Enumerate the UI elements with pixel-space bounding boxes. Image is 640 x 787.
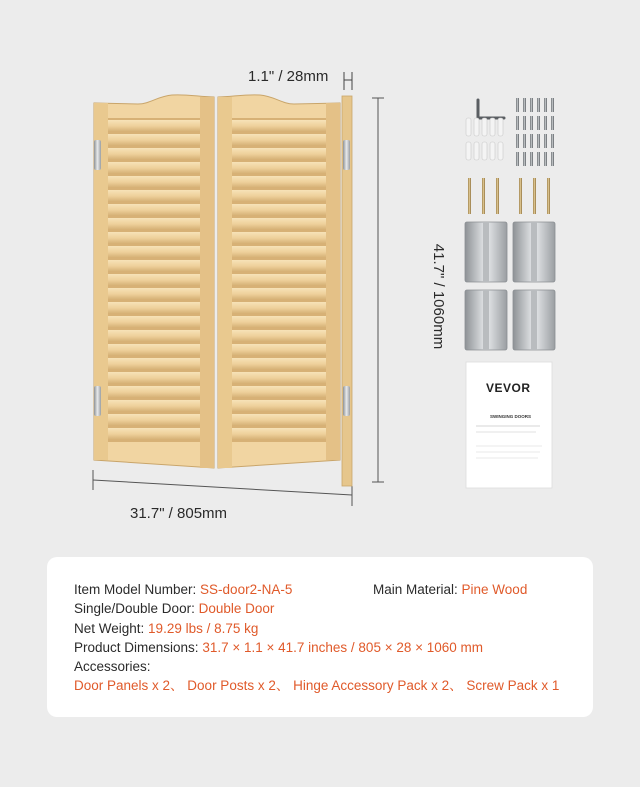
spec-model-value: SS-door2-NA-5: [200, 582, 293, 597]
manual-title: SWINGING DOORS: [490, 414, 532, 419]
right-louver-slats: [232, 120, 326, 439]
depth-dimension-label: 1.1" / 28mm: [248, 68, 329, 85]
spec-door-type-value: Double Door: [198, 601, 275, 617]
spec-material-row: [373, 580, 527, 599]
spec-dims-value: 31.7 × 1.1 × 41.7 inches / 805 × 28 × 1060 mm: [202, 639, 484, 655]
spec-weight-label: Net Weight:: [74, 620, 149, 636]
width-dimension-line: [93, 470, 352, 506]
spec-model-label: Item Model Number:: [74, 582, 201, 597]
height-dimension-label: 41.7" / 1060mm: [430, 243, 448, 350]
hex-key-icon: [478, 100, 504, 118]
small-screws-icon: [516, 98, 554, 166]
depth-dimension-marker: [344, 72, 352, 90]
spec-weight-value: 19.29 lbs / 8.75 kg: [148, 620, 259, 636]
right-door-panel: [218, 95, 340, 468]
spec-material-value: Pine Wood: [461, 582, 528, 597]
spec-weight-row: [74, 619, 559, 638]
spec-dims-row: [74, 638, 559, 657]
manual-brand-logo: VEVOR: [486, 381, 531, 395]
spring-hinges-icon: [465, 222, 555, 350]
spec-dims-label: Product Dimensions:: [74, 639, 203, 655]
height-dimension-line: [372, 98, 384, 482]
long-screws-icon: [468, 178, 550, 214]
left-door-panel: [94, 95, 214, 468]
spec-door-type-row: [74, 599, 559, 618]
wall-anchors-icon: [466, 118, 503, 160]
spec-accessories-label: Accessories:: [74, 659, 151, 675]
spec-accessories-value: Door Panels x 2、 Door Posts x 2、 Hinge Accessory Pack x 2、 Screw Pack x 1: [74, 678, 560, 694]
width-dimension-label: 31.7" / 805mm: [130, 505, 228, 522]
spec-door-type-label: Single/Double Door:: [74, 601, 199, 617]
spec-material-label: Main Material:: [373, 582, 462, 597]
left-louver-slats: [108, 120, 200, 439]
